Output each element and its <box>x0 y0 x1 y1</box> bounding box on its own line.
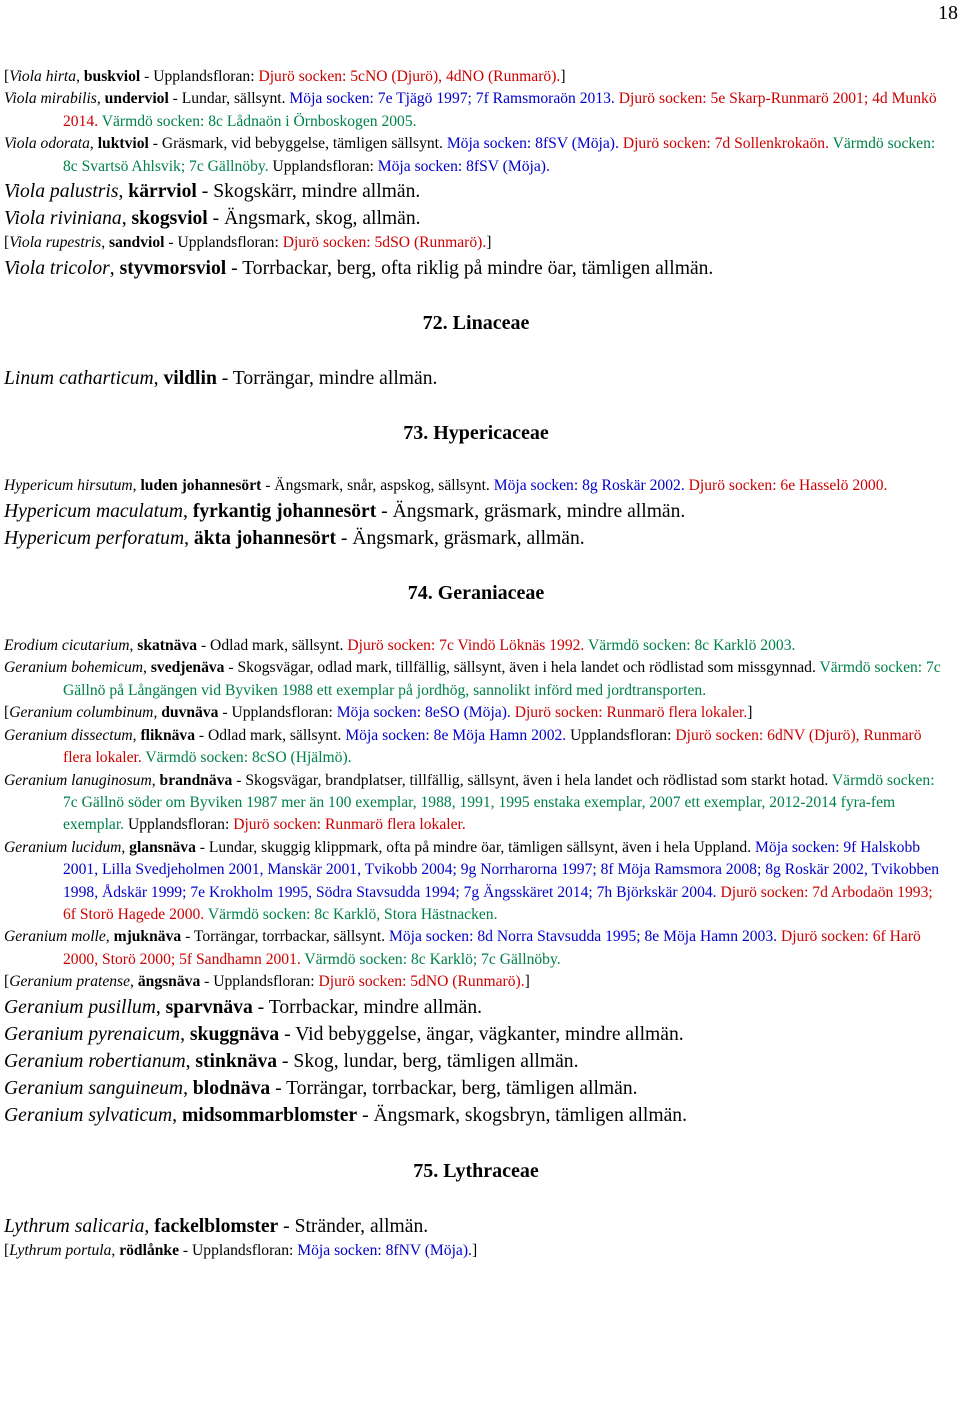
djuro-record: Djurö socken: Runmarö flera lokaler. <box>514 704 748 722</box>
djuro-record: Djurö socken: 7d Sollenkrokaön. <box>622 135 833 153</box>
entry-text: Upplandsfloran: <box>272 157 378 175</box>
species-entry <box>4 635 948 657</box>
entry-text: , <box>129 637 138 655</box>
djuro-record: Djurö socken: 7d Arbodaön 1993; 6f Storö Hagede 2000. <box>63 883 933 923</box>
varmdo-record: Värmdö socken: 8cSO (Hjälmö). <box>145 749 352 767</box>
varmdo-record: Värmdö socken: 7c Gällnö på Långängen vid Byviken 1988 ett exemplar på jordhög, sannolikt införd med jordtransporten. <box>63 659 941 699</box>
varmdo-record: Värmdö socken: 8c Karklö, Stora Hästnacken. <box>207 905 498 923</box>
entry-text: - Upplandsfloran: <box>179 1241 298 1259</box>
swedish-name: vildlin <box>163 368 217 390</box>
swedish-name: kärrviol <box>128 181 197 203</box>
varmdo-record: Värmdö socken: 8c Karklö; 7c Gällnöby. <box>304 950 561 968</box>
species-entry <box>4 205 948 232</box>
species-name: Lythrum portula <box>9 1241 112 1259</box>
entry-text: , <box>153 704 162 722</box>
species-name: Viola riviniana <box>4 208 122 230</box>
entry-text: - Skogsvägar, brandplatser, tillfällig, sällsynt, även i hela landet och rödlistad som starkt hotad. <box>232 771 832 789</box>
swedish-name: sandviol <box>108 234 165 252</box>
djuro-record: Djurö socken: 6e Hasselö 2000. <box>688 477 888 495</box>
entry-text: - Ängsmark, skogsbryn, tämligen allmän. <box>357 1105 687 1127</box>
family-heading: 73. Hypericaceae <box>403 422 549 445</box>
swedish-name: styvmorsviol <box>119 257 227 279</box>
entry-text: , <box>180 1023 190 1045</box>
entry-text: , <box>184 527 194 549</box>
species-entry <box>4 1213 948 1240</box>
entry-text: ] <box>471 1241 478 1259</box>
species-name: Geranium lucidum <box>4 838 122 856</box>
swedish-name: duvnäva <box>161 704 219 722</box>
species-entry <box>4 66 948 88</box>
entry-text: Upplandsfloran: <box>127 816 234 834</box>
entry-text: , <box>132 477 141 495</box>
moja-record: Möja socken: 8eSO (Möja). <box>336 704 515 722</box>
varmdo-record: Värmdö socken: 8c Svartsö Ahlsvik; 7c Gällnöby. <box>63 135 936 175</box>
swedish-name: skatnäva <box>137 637 198 655</box>
entry-text: , <box>151 771 160 789</box>
entry-text: , <box>185 1050 196 1072</box>
species-name: Geranium molle <box>4 928 106 946</box>
varmdo-record: Värmdö socken: 8c Karklö 2003. <box>587 637 796 655</box>
entry-text: , <box>183 1078 193 1100</box>
entry-text: , <box>155 996 166 1018</box>
species-name: Geranium bohemicum <box>4 659 144 677</box>
species-entry <box>4 365 948 392</box>
entry-text: , <box>121 838 130 856</box>
swedish-name: stinknäva <box>195 1050 278 1072</box>
entry-text: , <box>101 234 109 252</box>
moja-record: Möja socken: 8e Möja Hamn 2002. <box>345 726 571 744</box>
entry-text: , <box>143 659 151 677</box>
entry-text: - Torrängar, torrbackar, sällsynt. <box>181 928 389 946</box>
entry-text: - Odlad mark, sällsynt. <box>197 637 348 655</box>
species-entry <box>4 1048 948 1075</box>
swedish-name: fliknäva <box>140 726 196 744</box>
family-heading: 75. Lythraceae <box>413 1159 539 1182</box>
species-entry <box>4 1075 948 1102</box>
varmdo-record: Värmdö socken: 8c Lådnaön i Örnboskogen 2005. <box>101 112 417 130</box>
species-name: Geranium robertianum <box>4 1050 186 1072</box>
species-entry <box>4 475 948 497</box>
moja-record: Möja socken: 8d Norra Stavsudda 1995; 8e Möja Hamn 2003. <box>388 928 781 946</box>
species-entry <box>4 994 948 1021</box>
entry-text: - Ängsmark, skog, allmän. <box>207 208 421 230</box>
entry-text: - Skogsvägar, odlad mark, tillfällig, sällsynt, även i hela landet och rödlistad som missgynnad. <box>224 659 820 677</box>
entry-text: [ <box>4 704 10 722</box>
species-entry <box>4 971 948 993</box>
entry-text: [ <box>4 1241 10 1259</box>
species-entry <box>4 498 948 525</box>
entry-text: - Vid bebyggelse, ängar, vägkanter, mindre allmän. <box>279 1023 684 1045</box>
entry-text: Upplandsfloran: <box>570 726 676 744</box>
djuro-record: Djurö socken: 6f Harö 2000, Storö 2000; 5f Sandhamn 2001. <box>63 928 921 968</box>
entry-text: , <box>121 208 132 230</box>
species-entry <box>4 232 948 254</box>
species-name: Geranium columbinum <box>9 704 154 722</box>
species-entry <box>4 178 948 205</box>
djuro-record: Djurö socken: Runmarö flera lokaler. <box>233 816 466 834</box>
page-number: 18 <box>938 2 958 24</box>
moja-record: Möja socken: 8fNV (Möja). <box>297 1241 472 1259</box>
species-name: Erodium cicutarium <box>4 637 130 655</box>
species-entry <box>4 657 948 702</box>
species-name: Geranium lanuginosum <box>4 771 152 789</box>
swedish-name: ängsnäva <box>137 973 201 991</box>
species-name: Viola palustris <box>4 181 119 203</box>
entry-text: , <box>144 1215 155 1237</box>
entry-text: - Lundar, sällsynt. <box>168 90 290 108</box>
species-entry <box>4 770 948 837</box>
moja-record: Möja socken: 8fSV (Möja). <box>446 135 623 153</box>
entry-text: - Lundar, skuggig klippmark, ofta på mindre öar, tämligen sällsynt, även i hela Uppland. <box>195 838 756 856</box>
species-name: Geranium pyrenaicum <box>4 1023 181 1045</box>
entry-text: - Upplandsfloran: <box>200 973 319 991</box>
species-name: Viola rupestris <box>9 234 102 252</box>
species-name: Geranium sanguineum <box>4 1078 184 1100</box>
species-entry <box>4 1240 948 1262</box>
species-name: Viola tricolor <box>4 257 110 279</box>
moja-record: Möja socken: 8g Roskär 2002. <box>493 477 689 495</box>
swedish-name: äkta johannesört <box>193 527 336 549</box>
entry-text: , <box>109 257 120 279</box>
swedish-name: buskviol <box>83 68 141 85</box>
entry-text: [ <box>4 973 10 991</box>
djuro-record: Djurö socken: 5dSO (Runmarö). <box>282 234 487 252</box>
entry-text: - Torrängar, mindre allmän. <box>216 368 438 390</box>
entry-text: , <box>118 181 129 203</box>
species-name: Geranium pusillum <box>4 996 156 1018</box>
document-body <box>4 66 948 1262</box>
entry-text: - Odlad mark, sällsynt. <box>195 726 346 744</box>
entry-text: , <box>111 1241 120 1259</box>
swedish-name: fackelblomster <box>154 1215 279 1237</box>
djuro-record: Djurö socken: 5e Skarp-Runmarö 2001; 4d Munkö 2014. <box>63 90 937 130</box>
djuro-record: Djurö socken: 6dNV (Djurö), Runmarö flera lokaler. <box>63 726 922 767</box>
entry-text: - Upplandsfloran: <box>140 68 259 85</box>
entry-text: , <box>76 68 84 85</box>
moja-record: Möja socken: 7e Tjägö 1997; 7f Ramsmoraön 2013. <box>289 90 619 108</box>
entry-text: [ <box>4 68 10 85</box>
entry-text: - Gräsmark, vid bebyggelse, tämligen sällsynt. <box>148 135 447 153</box>
species-name: Geranium pratense <box>9 973 131 991</box>
swedish-name: glansnäva <box>129 838 196 856</box>
entry-text: , <box>89 135 98 153</box>
species-entry <box>4 725 948 770</box>
swedish-name: skuggnäva <box>189 1023 280 1045</box>
entry-text: , <box>172 1105 182 1127</box>
species-name: Geranium dissectum <box>4 726 133 744</box>
species-name: Viola mirabilis <box>4 90 97 108</box>
djuro-record: Djurö socken: 5dNO (Runmarö). <box>318 973 525 991</box>
species-name: Viola hirta <box>9 68 77 85</box>
species-name: Hypericum perforatum <box>4 527 185 549</box>
swedish-name: fyrkantig johannesört <box>192 500 377 522</box>
family-heading: 74. Geraniaceae <box>407 582 545 605</box>
swedish-name: skogsviol <box>131 208 208 230</box>
species-name: Viola odorata <box>4 135 90 153</box>
entry-text: ] <box>747 704 753 722</box>
moja-record: Möja socken: 8fSV (Möja). <box>377 157 550 175</box>
swedish-name: blodnäva <box>192 1078 271 1100</box>
entry-text: [ <box>4 234 10 252</box>
species-entry <box>4 837 948 927</box>
varmdo-record: Värmdö socken: 7c Gällnö söder om Byviken 1987 mer än 100 exemplar, 1988, 1991, 1995 enstaka exemplar, 2007 ett exemplar, 2012-2014 fyra-fem exemplar. <box>63 771 935 834</box>
entry-text: - Upplandsfloran: <box>218 704 337 722</box>
moja-record: Möja socken: 9f Halskobb 2001, Lilla Svedjeholmen 2001, Manskär 2001, Tvikobb 2004; 9g Norrharorna 1997; 8f Möja Ramsmora 2008; 8g Roskär 2002, Tvikobben 1998, Ådskär 1999; 7e Krokholm 1995, Södra Stavsudda 1994; 7g Ängsskäret 2014; 7h Björkskär 2004. <box>63 838 940 901</box>
swedish-name: mjuknäva <box>113 928 182 946</box>
entry-text: , <box>153 368 164 390</box>
species-entry <box>4 702 948 724</box>
entry-text: ] <box>524 973 530 991</box>
entry-text: ] <box>560 68 566 85</box>
swedish-name: luden johannesört <box>140 477 262 495</box>
entry-text: , <box>132 726 141 744</box>
family-heading: 72. Linaceae <box>422 312 530 335</box>
entry-text: - Torrängar, torrbackar, berg, tämligen allmän. <box>270 1078 638 1100</box>
species-name: Geranium sylvaticum <box>4 1105 173 1127</box>
species-entry <box>4 525 948 552</box>
entry-text: - Ängsmark, snår, aspskog, sällsynt. <box>261 477 494 495</box>
species-entry <box>4 88 948 133</box>
species-entry <box>4 1021 948 1048</box>
swedish-name: rödlånke <box>119 1241 180 1259</box>
species-entry <box>4 133 948 178</box>
species-name: Hypericum maculatum <box>4 500 184 522</box>
swedish-name: svedjenäva <box>150 659 225 677</box>
species-name: Lythrum salicaria <box>4 1215 145 1237</box>
entry-text: - Ängsmark, gräsmark, mindre allmän. <box>376 500 686 522</box>
entry-text: , <box>105 928 114 946</box>
species-entry <box>4 255 948 282</box>
entry-text: - Torrbackar, berg, ofta riklig på mindre öar, tämligen allmän. <box>226 257 714 279</box>
swedish-name: underviol <box>104 90 169 108</box>
species-entry <box>4 926 948 971</box>
entry-text: - Skogskärr, mindre allmän. <box>196 181 421 203</box>
species-entry <box>4 1102 948 1129</box>
entry-text: , <box>183 500 193 522</box>
entry-text: ] <box>486 234 492 252</box>
swedish-name: midsommarblomster <box>181 1105 358 1127</box>
entry-text: - Torrbackar, mindre allmän. <box>252 996 483 1018</box>
species-name: Hypericum hirsutum <box>4 477 133 495</box>
djuro-record: Djurö socken: 7c Vindö Löknäs 1992. <box>347 637 588 655</box>
djuro-record: Djurö socken: 5cNO (Djurö), 4dNO (Runmarö). <box>258 68 561 85</box>
swedish-name: luktviol <box>97 135 149 153</box>
entry-text: - Stränder, allmän. <box>278 1215 429 1237</box>
entry-text: - Skog, lundar, berg, tämligen allmän. <box>277 1050 579 1072</box>
entry-text: , <box>96 90 105 108</box>
entry-text: , <box>130 973 138 991</box>
entry-text: - Ängsmark, gräsmark, allmän. <box>336 527 585 549</box>
entry-text: - Upplandsfloran: <box>164 234 283 252</box>
swedish-name: sparvnäva <box>165 996 253 1018</box>
species-name: Linum catharticum <box>4 368 154 390</box>
swedish-name: brandnäva <box>159 771 233 789</box>
